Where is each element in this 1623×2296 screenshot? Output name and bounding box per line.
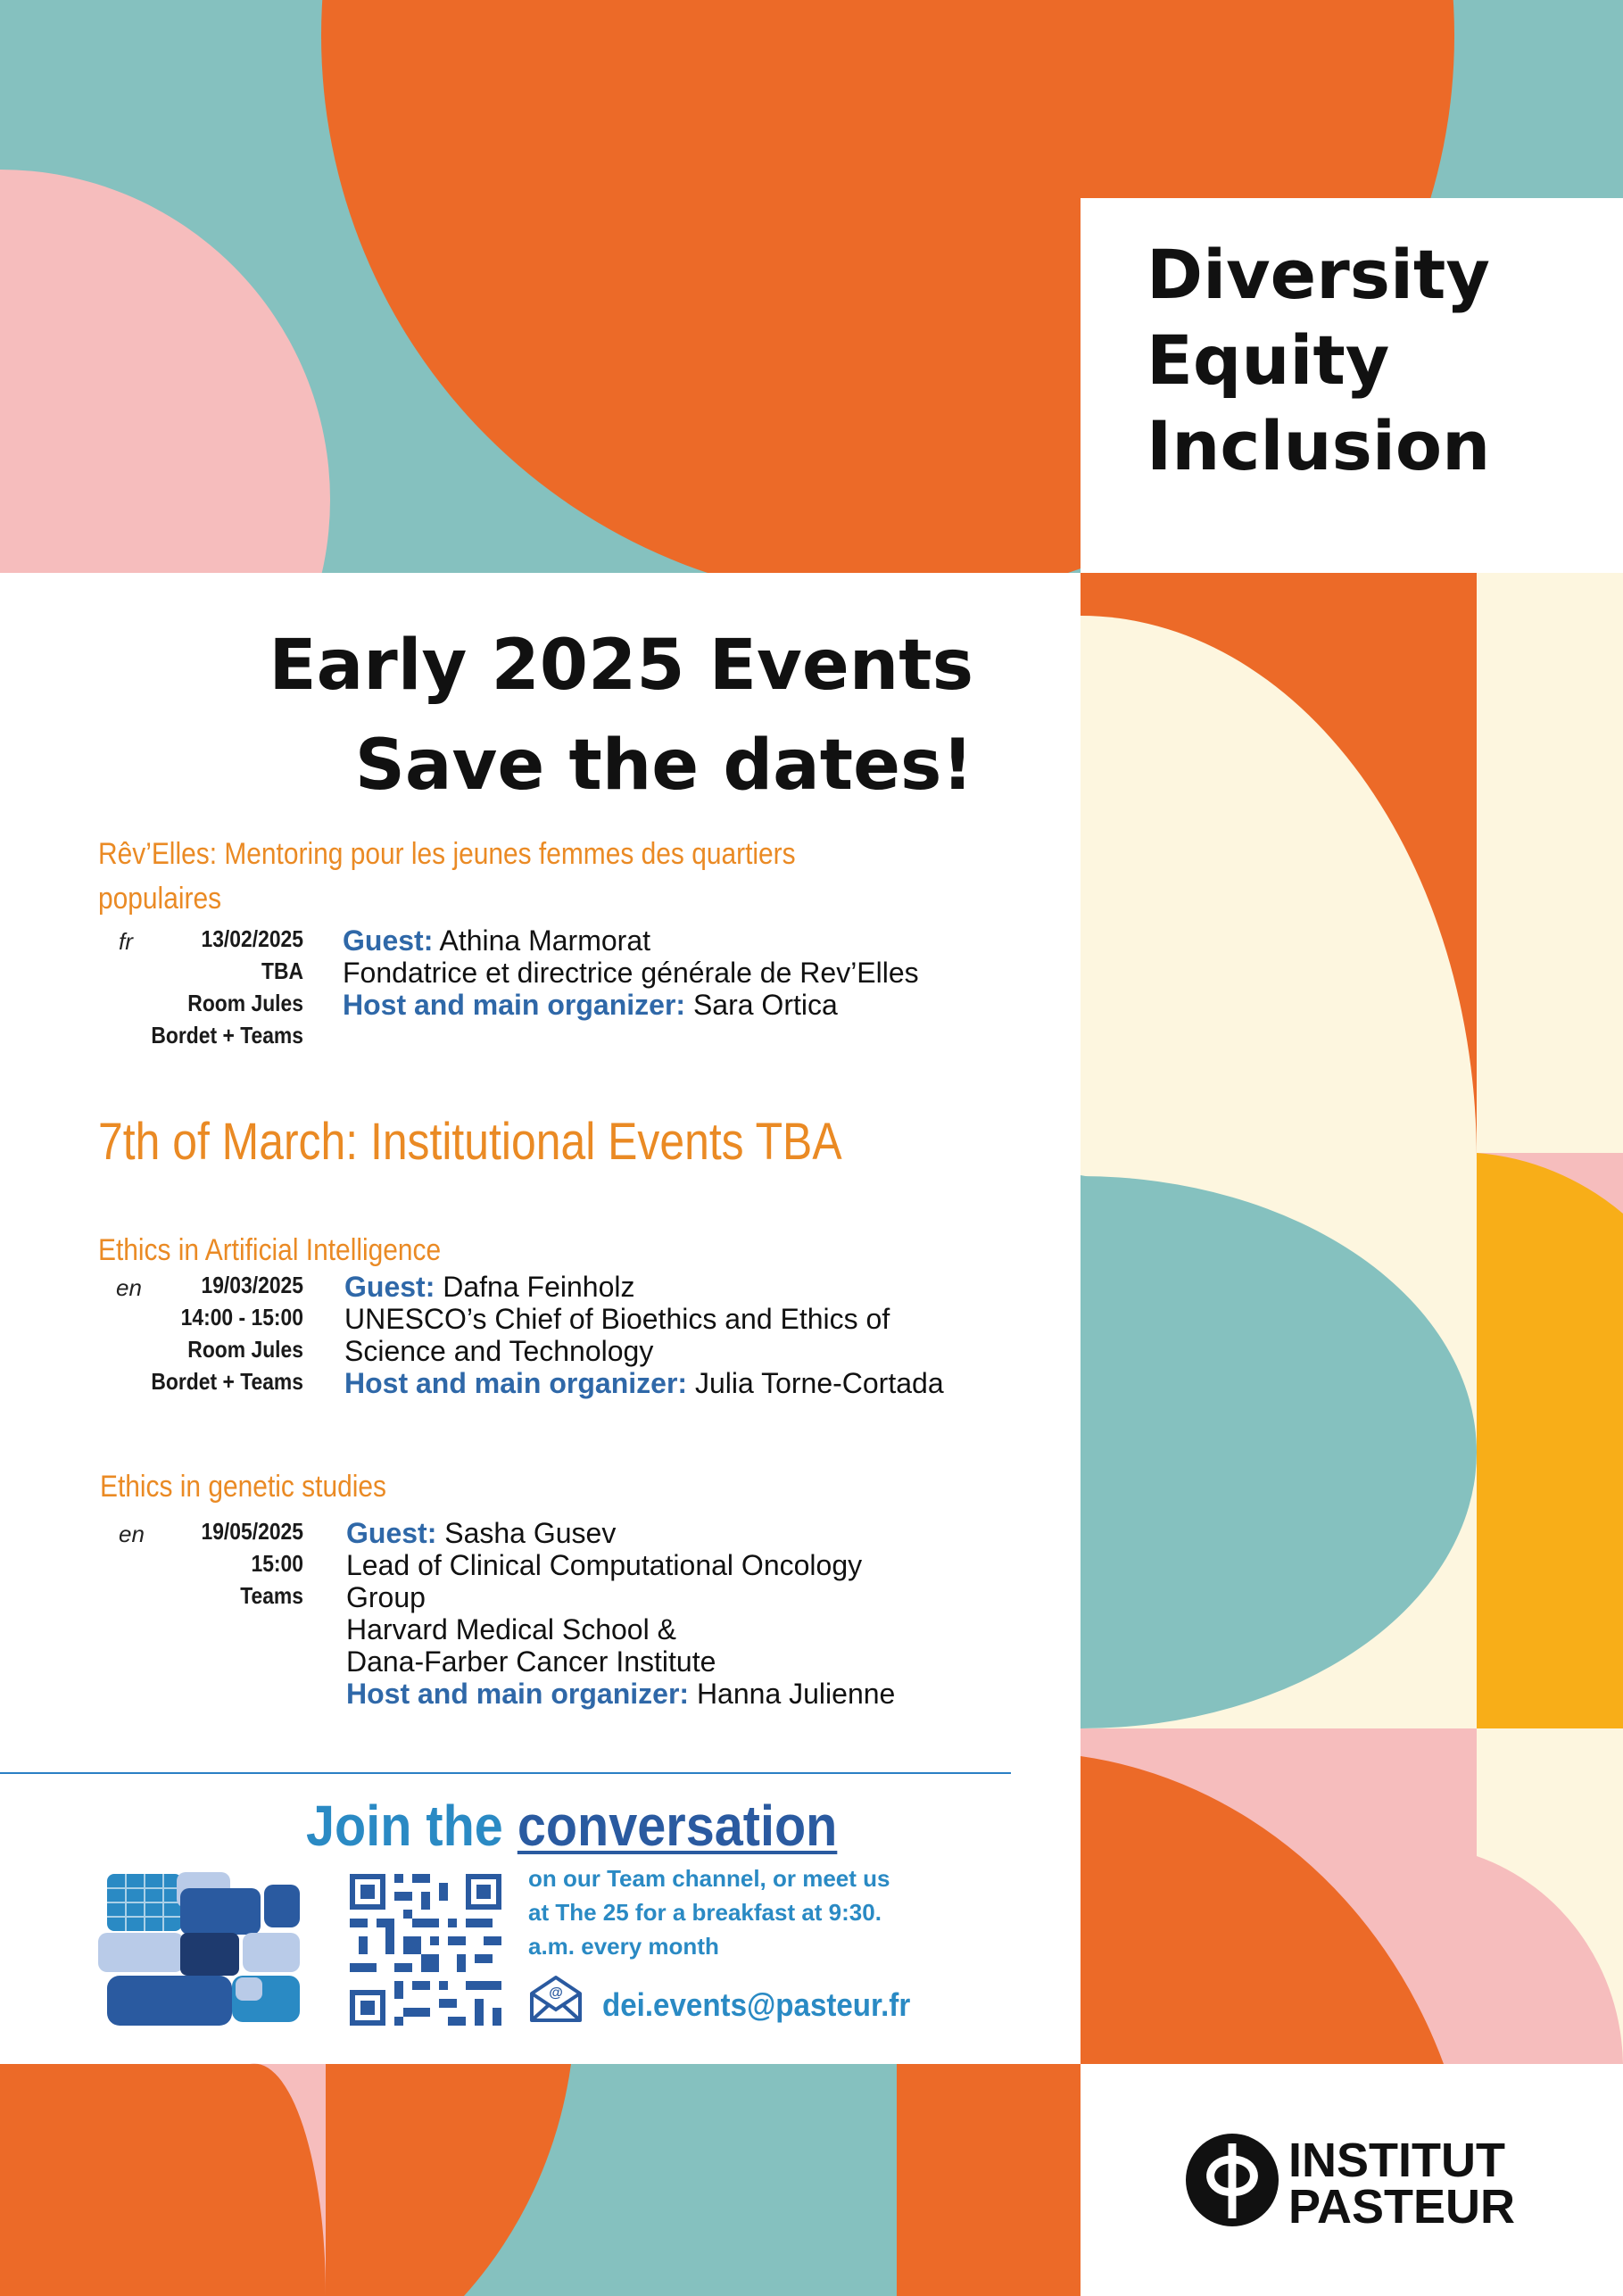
event-1-host xyxy=(343,989,919,1021)
event-2-info xyxy=(98,1269,303,1397)
guest-name: Sasha Gusev xyxy=(444,1517,617,1549)
headline-line1: Early 2025 Events xyxy=(269,626,973,706)
event-2-time: 14:00 - 15:00 xyxy=(180,1304,303,1330)
event-1-time: TBA xyxy=(261,957,303,984)
event-1-room: Room Jules xyxy=(187,990,303,1016)
event-3-time: 15:00 xyxy=(251,1550,303,1577)
event-3-desc xyxy=(346,1517,895,1710)
host-name: Julia Torne-Cortada xyxy=(694,1367,944,1399)
event-2-role-2: Science and Technology xyxy=(344,1335,654,1367)
host-label: Host and main organizer: xyxy=(346,1678,690,1710)
event-3-info xyxy=(98,1515,303,1612)
logo-line2: PASTEUR xyxy=(1288,2180,1516,2234)
march-title: 7th of March: Institutional Events TBA xyxy=(98,1113,842,1171)
event-2-location: Bordet + Teams xyxy=(151,1368,303,1395)
event-3-role-3: Harvard Medical School & xyxy=(346,1613,676,1645)
chat-bubbles-icon xyxy=(98,1870,305,2033)
bottom-orange-1 xyxy=(0,2064,326,2296)
event-1-role: Fondatrice et directrice générale de Rev’Elles xyxy=(343,957,919,989)
email-link[interactable]: dei.events@pasteur.fr xyxy=(602,1986,911,2023)
mail-icon xyxy=(528,1974,584,2024)
guest-name: Athina Marmorat xyxy=(439,924,650,957)
event-1-guest xyxy=(343,924,919,957)
join-heading xyxy=(306,1790,837,1861)
join-description xyxy=(528,1861,921,1963)
institut-pasteur-logo-icon xyxy=(1185,2133,1279,2227)
event-1-date: 13/02/2025 xyxy=(201,925,303,952)
yellow-block xyxy=(1477,1153,1623,1728)
join-desc-line3: a.m. every month xyxy=(528,1933,719,1960)
event-3-host xyxy=(346,1678,895,1710)
event-3-guest xyxy=(346,1517,895,1549)
join-desc-line2: at The 25 for a breakfast at 9:30. xyxy=(528,1899,882,1926)
bottom-orange-2 xyxy=(897,2064,1081,2296)
event-2-desc xyxy=(344,1271,944,1399)
conversation-link[interactable]: conversation xyxy=(517,1794,838,1858)
event-3-role-1: Lead of Clinical Computational Oncology xyxy=(346,1549,863,1581)
host-name: Hanna Julienne xyxy=(696,1678,896,1710)
event-3-location: Teams xyxy=(240,1582,303,1609)
host-label: Host and main organizer: xyxy=(344,1367,688,1399)
event-3-lang: en xyxy=(119,1521,145,1547)
dei-title xyxy=(1147,232,1490,489)
guest-name: Dafna Feinholz xyxy=(443,1271,635,1303)
event-1-lang: fr xyxy=(119,928,133,955)
divider-line xyxy=(0,1772,1011,1774)
right-cream-strip xyxy=(1477,573,1623,1153)
headline-line2: Save the dates! xyxy=(354,725,973,806)
event-1-info xyxy=(98,923,303,1051)
host-label: Host and main organizer: xyxy=(343,989,686,1021)
event-2-date: 19/03/2025 xyxy=(201,1272,303,1298)
join-prefix: Join the xyxy=(306,1794,503,1858)
event-2-role-1: UNESCO’s Chief of Bioethics and Ethics of xyxy=(344,1303,890,1335)
guest-label: Guest: xyxy=(346,1517,437,1549)
headline xyxy=(269,616,973,816)
event-1-title: Rêv’Elles: Mentoring pour les jeunes femmes des quartiers populaires xyxy=(98,837,796,916)
join-desc-line1: on our Team channel, or meet us xyxy=(528,1865,890,1892)
dei-diversity: Diversity xyxy=(1147,235,1490,314)
host-name: Sara Ortica xyxy=(692,989,838,1021)
event-2-title: Ethics in Artificial Intelligence xyxy=(98,1233,442,1267)
event-1-desc xyxy=(343,924,919,1021)
top-left-teal-strip xyxy=(0,0,326,67)
event-2-host xyxy=(344,1367,944,1399)
event-1-location: Bordet + Teams xyxy=(151,1022,303,1049)
event-2-room: Room Jules xyxy=(187,1336,303,1363)
guest-label: Guest: xyxy=(343,924,434,957)
logo-line1: INSTITUT xyxy=(1288,2134,1505,2187)
event-3-date: 19/05/2025 xyxy=(201,1518,303,1545)
event-2-lang: en xyxy=(116,1274,142,1301)
guest-label: Guest: xyxy=(344,1271,435,1303)
event-2-guest xyxy=(344,1271,944,1303)
qr-code-icon[interactable] xyxy=(350,1874,501,2026)
event-3-title: Ethics in genetic studies xyxy=(100,1470,386,1504)
institut-pasteur-logo-text xyxy=(1288,2134,1516,2234)
event-3-role-4: Dana-Farber Cancer Institute xyxy=(346,1645,716,1678)
dei-inclusion: Inclusion xyxy=(1147,406,1491,485)
dei-equity: Equity xyxy=(1147,320,1390,400)
event-3-role-2: Group xyxy=(346,1581,426,1613)
svg-text:@: @ xyxy=(549,1985,563,2001)
